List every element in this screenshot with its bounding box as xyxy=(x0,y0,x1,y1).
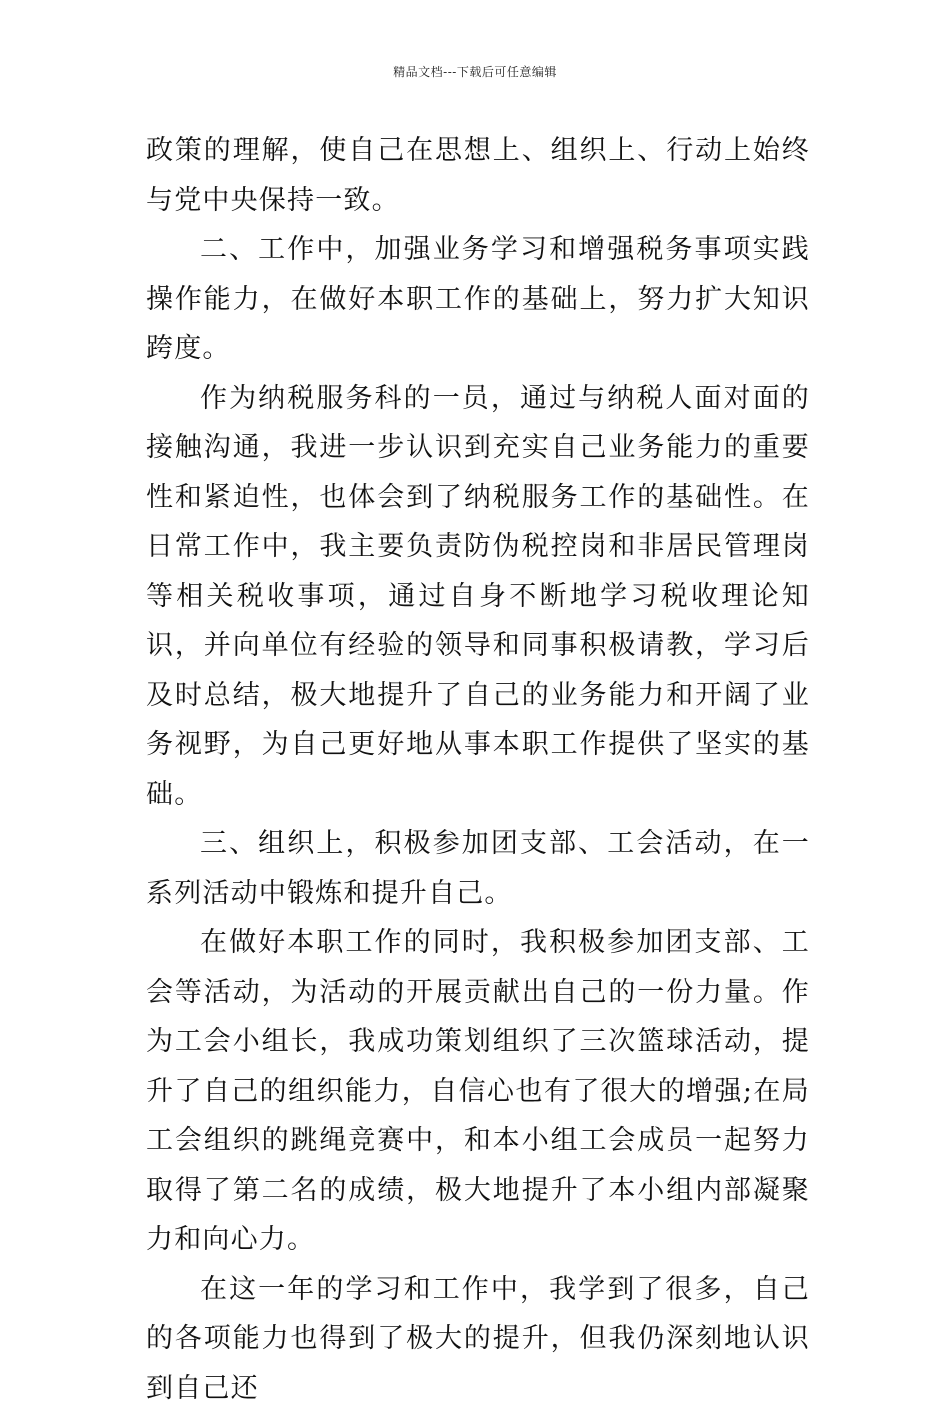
paragraph-2-heading: 二、工作中，加强业务学习和增强税务事项实践操作能力，在做好本职工作的基础上，努力扩大知识跨度。 xyxy=(146,225,810,374)
paragraph-3: 作为纳税服务科的一员，通过与纳税人面对面的接触沟通，我进一步认识到充实自己业务能力的重要性和紧迫性，也体会到了纳税服务工作的基础性。在日常工作中，我主要负责防伪税控岗和非居民管理岗等相关税收事项，通过自身不断地学习税收理论知识，并向单位有经验的领导和同事积极请教，学习后及时总结，极大地提升了自己的业务能力和开阔了业务视野，为自己更好地从事本职工作提供了坚实的基础。 xyxy=(146,374,810,820)
paragraph-5: 在做好本职工作的同时，我积极参加团支部、工会等活动，为活动的开展贡献出自己的一份力量。作为工会小组长，我成功策划组织了三次篮球活动，提升了自己的组织能力，自信心也有了很大的增强;在局工会组织的跳绳竞赛中，和本小组工会成员一起努力取得了第二名的成绩，极大地提升了本小组内部凝聚力和向心力。 xyxy=(146,918,810,1265)
page-header: 精品文档---下载后可任意编辑 xyxy=(0,63,950,80)
paragraph-6: 在这一年的学习和工作中，我学到了很多，自己的各项能力也得到了极大的提升，但我仍深刻地认识到自己还 xyxy=(146,1265,810,1413)
paragraph-1: 政策的理解，使自己在思想上、组织上、行动上始终与党中央保持一致。 xyxy=(146,126,810,225)
paragraph-4-heading: 三、组织上，积极参加团支部、工会活动，在一系列活动中锻炼和提升自己。 xyxy=(146,819,810,918)
document-body xyxy=(146,126,810,1413)
